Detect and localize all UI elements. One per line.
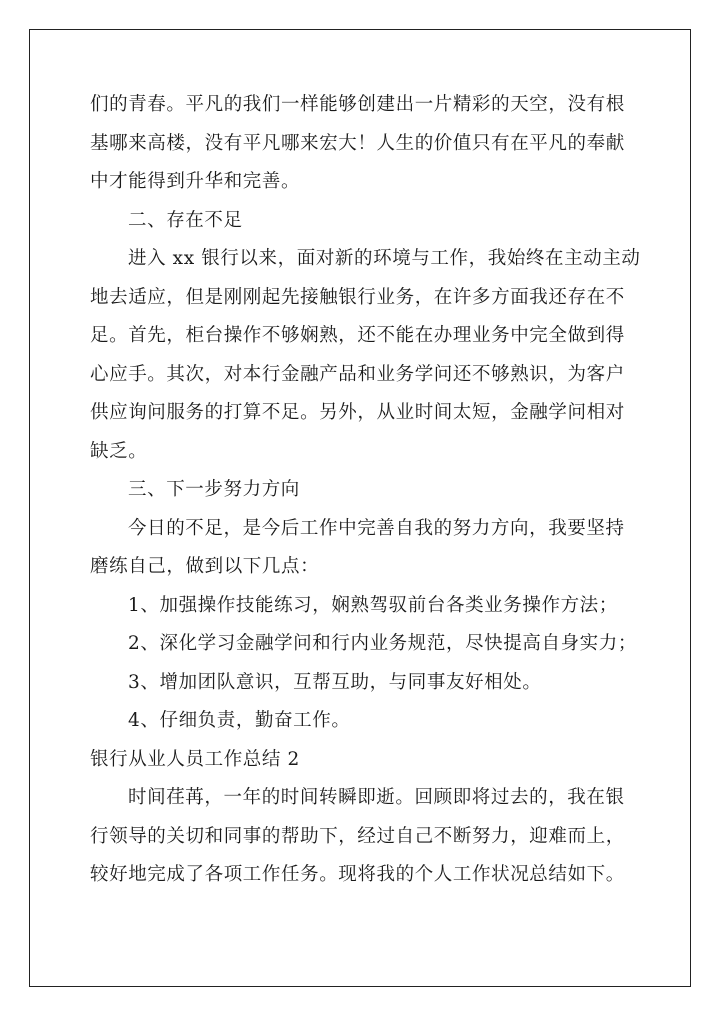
text-line-2: 基哪来高楼，没有平凡哪来宏大！人生的价值只有在平凡的奉献 xyxy=(90,132,625,154)
text-line-6: 地去适应，但是刚刚起先接触银行业务，在许多方面我还存在不 xyxy=(90,286,625,308)
text-line-13: 磨练自己，做到以下几点： xyxy=(90,556,320,577)
list-item-4: 4、仔细负责，勤奋工作。 xyxy=(128,710,351,731)
text-line-3: 中才能得到升华和完善。 xyxy=(90,171,301,192)
document-body xyxy=(90,86,641,895)
text-line-7: 足。首先，柜台操作不够娴熟，还不能在办理业务中完全做到得 xyxy=(90,325,625,346)
text-line-9: 供应询问服务的打算不足。另外，从业时间太短，金融学问相对 xyxy=(90,402,625,423)
text-line-12: 今日的不足，是今后工作中完善自我的努力方向，我要坚持 xyxy=(128,517,625,539)
text-line-21: 较好地完成了各项工作任务。现将我的个人工作状况总结如下。 xyxy=(90,864,625,885)
text-line-8: 心应手。其次，对本行金融产品和业务学问还不够熟识，为客户 xyxy=(90,363,625,385)
section-heading-2: 二、存在不足 xyxy=(128,209,243,231)
text-line-19: 时间荏苒，一年的时间转瞬即逝。回顾即将过去的，我在银 xyxy=(128,787,625,808)
section-heading-3: 三、下一步努力方向 xyxy=(128,479,300,500)
list-item-3: 3、增加团队意识，互帮互助，与同事友好相处。 xyxy=(128,671,542,693)
text-line-5: 进入 xx 银行以来，面对新的环境与工作，我始终在主动主动 xyxy=(128,248,641,269)
list-item-2: 2、深化学习金融学问和行内业务规范，尽快提高自身实力； xyxy=(128,633,637,654)
list-item-1: 1、加强操作技能练习，娴熟驾驭前台各类业务操作方法； xyxy=(128,594,618,616)
article-title-2: 银行从业人员工作总结 2 xyxy=(90,748,300,770)
text-line-10: 缺乏。 xyxy=(90,440,148,462)
text-line-20: 行领导的关切和同事的帮助下，经过自己不断努力，迎难而上， xyxy=(90,825,625,847)
text-line-1: 们的青春。平凡的我们一样能够创建出一片精彩的天空，没有根 xyxy=(90,94,625,115)
